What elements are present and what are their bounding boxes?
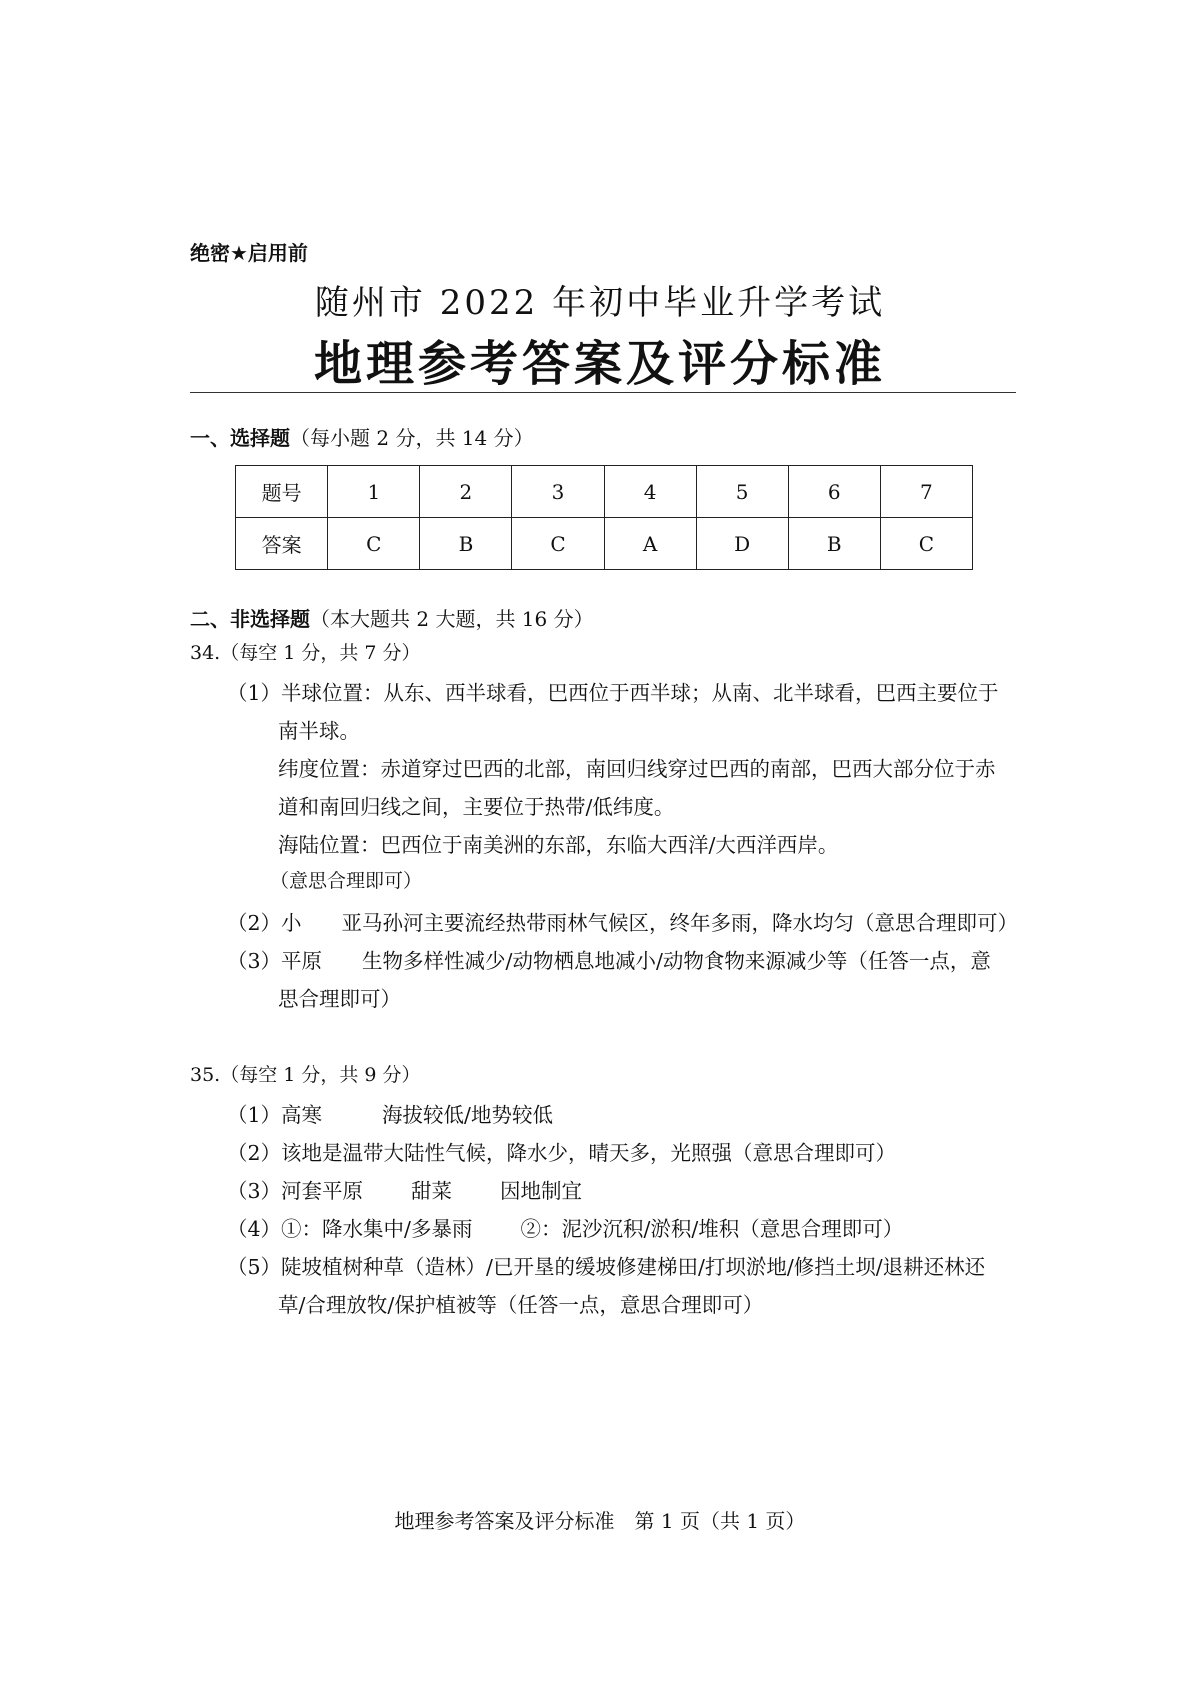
q34-p1-line4: 道和南回归线之间，主要位于热带/低纬度。 xyxy=(278,795,675,819)
table-cell: C xyxy=(880,518,972,570)
table-row-answers xyxy=(236,518,973,570)
page-footer: 地理参考答案及评分标准 第 1 页（共 1 页） xyxy=(394,1509,806,1533)
q35-p3 xyxy=(227,1174,582,1204)
q34-p2-reason: 亚马孙河主要流经热带雨林气候区，终年多雨，降水均匀（意思合理即可） xyxy=(341,911,1019,935)
section1-note: （每小题 2 分，共 14 分） xyxy=(290,426,534,450)
q35-p5-line2: 草/合理放牧/保护植被等（任答一点，意思合理即可） xyxy=(278,1293,764,1317)
exam-subtitle: 随州市 2022 年初中毕业升学考试 xyxy=(314,283,886,323)
table-cell: 2 xyxy=(420,466,512,518)
q34-p1-line3: 纬度位置：赤道穿过巴西的北部，南回归线穿过巴西的南部，巴西大部分位于赤 xyxy=(278,757,996,781)
section1-title: 一、选择题 xyxy=(190,426,290,450)
table-cell: 5 xyxy=(696,466,788,518)
table-cell: 6 xyxy=(788,466,880,518)
q34-p2-answer: （2）小 xyxy=(227,911,302,935)
q35-p1 xyxy=(227,1098,553,1128)
section1-heading xyxy=(190,422,534,451)
choice-answer-table xyxy=(235,465,973,570)
q34-p2 xyxy=(227,906,1018,936)
q34-p3-reason: 生物多样性减少/动物栖息地减小/动物食物来源减少等（任答一点，意 xyxy=(362,949,991,973)
q35-p3-answer1: （3）河套平原 xyxy=(227,1179,364,1203)
q34-p3 xyxy=(227,944,991,974)
table-cell: D xyxy=(696,518,788,570)
q35-p1-reason: 海拔较低/地势较低 xyxy=(382,1103,553,1127)
table-cell: 3 xyxy=(512,466,604,518)
table-cell: B xyxy=(420,518,512,570)
page-title: 地理参考答案及评分标准 xyxy=(313,336,886,392)
table-cell: C xyxy=(328,518,420,570)
table-cell: A xyxy=(604,518,696,570)
q34-p1-line6: （意思合理即可） xyxy=(270,870,423,892)
section2-title: 二、非选择题 xyxy=(190,607,310,631)
table-row-label: 答案 xyxy=(236,518,328,570)
q35-p4 xyxy=(227,1212,903,1242)
section2-heading xyxy=(190,603,594,632)
title-divider xyxy=(190,392,1016,393)
q35-p5-line1: （5）陡坡植树种草（造林）/已开垦的缓坡修建梯田/打坝淤地/修挡土坝/退耕还林还 xyxy=(227,1255,986,1279)
secret-mark: 绝密★启用前 xyxy=(190,241,308,265)
q34-label: 34.（每空 1 分，共 7 分） xyxy=(190,642,421,664)
q35-label: 35.（每空 1 分，共 9 分） xyxy=(190,1064,421,1086)
table-cell: 7 xyxy=(880,466,972,518)
table-cell: 4 xyxy=(604,466,696,518)
q34-p3-line2: 思合理即可） xyxy=(278,987,401,1011)
q34-p1-line5: 海陆位置：巴西位于南美洲的东部，东临大西洋/大西洋西岸。 xyxy=(278,833,839,857)
table-cell: B xyxy=(788,518,880,570)
q35-p3-answer2: 甜菜 xyxy=(411,1179,453,1203)
q35-p3-answer3: 因地制宜 xyxy=(500,1179,583,1203)
q34-p3-answer: （3）平原 xyxy=(227,949,323,973)
q35-p4-answer1: （4）①：降水集中/多暴雨 xyxy=(227,1217,473,1241)
section2-note: （本大题共 2 大题，共 16 分） xyxy=(310,607,594,631)
table-row-label: 题号 xyxy=(236,466,328,518)
q35-p4-answer2: ②：泥沙沉积/淤积/堆积（意思合理即可） xyxy=(520,1217,904,1241)
q34-p1-line1: （1）半球位置：从东、西半球看，巴西位于西半球；从南、北半球看，巴西主要位于 xyxy=(227,681,999,705)
table-cell: 1 xyxy=(328,466,420,518)
q35-p1-answer: （1）高寒 xyxy=(227,1103,323,1127)
table-row-numbers xyxy=(236,466,973,518)
q34-p1-line2: 南半球。 xyxy=(278,719,360,743)
table-cell: C xyxy=(512,518,604,570)
q35-p2: （2）该地是温带大陆性气候，降水少，晴天多，光照强（意思合理即可） xyxy=(227,1141,897,1165)
